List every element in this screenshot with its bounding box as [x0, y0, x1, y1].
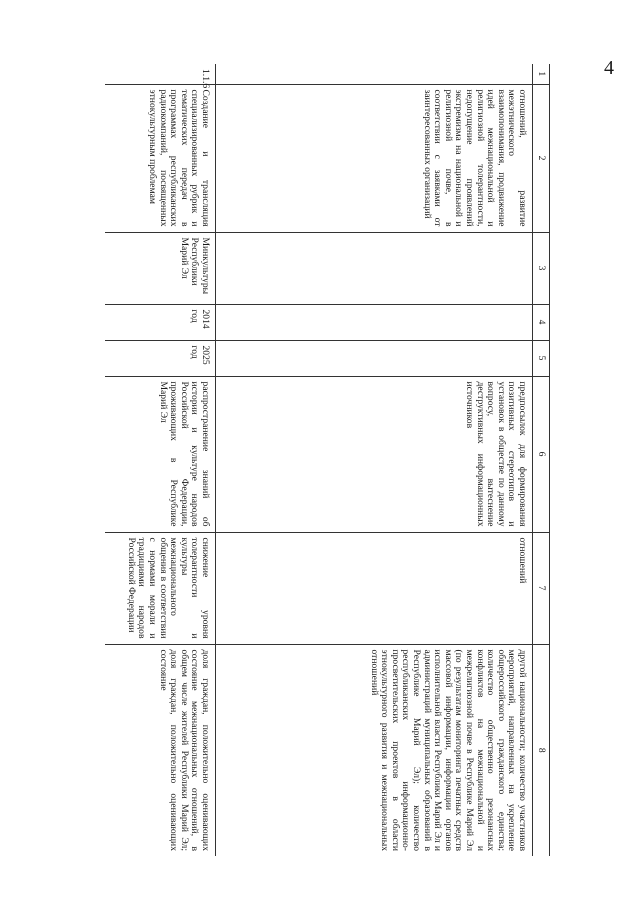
header-col-5: 5 [533, 340, 550, 376]
measure-name: Создание и трансляция специализированных рубрик и тематических передач в программах республиканских радиокомпаний, посвященных этнокультурным проблемам [105, 84, 216, 232]
program-table [105, 64, 550, 856]
indicators: другой национальности; количество участников мероприятий, направленных на укрепление общероссийского гражданского единства; количество общественно резонансных конфликтов на межнациональной и межрелигиозной почве в Республике Марий Эл (по результатам мониторинга печатных средств массовой информации, информации органов исполнительной власти Республики Марий Эл и администраций муниципальных образований в Республике Марий Эл); количество республиканских информационно-просветительских проектов в области этнокультурного развития и межнациональных отношений [216, 644, 533, 856]
executor [216, 232, 533, 304]
header-row [533, 64, 550, 856]
indicators: доля граждан, положительно оценивающих состояние межнациональных отношений, в общем числе жителей Республики Марий Эл; доля граждан, положительно оценивающих состояние [105, 644, 216, 856]
expected-result: распространение знаний об истории и культуре народов Российской Федерации, проживающих в Республике Марий Эл [105, 376, 216, 532]
end-year [216, 340, 533, 376]
header-col-1: 1 [533, 64, 550, 84]
row-number: 1.1.6 [105, 64, 216, 84]
header-col-8: 8 [533, 644, 550, 856]
header-col-7: 7 [533, 532, 550, 644]
header-col-2: 2 [533, 84, 550, 232]
header-col-3: 3 [533, 232, 550, 304]
row-number [216, 64, 533, 84]
risks: отношений [216, 532, 533, 644]
expected-result: предпосылок для формирования позитивных стереотипов и установок в обществе по данному вопросу, вытеснение деструктивных информационных источников [216, 376, 533, 532]
page-number: 4 [604, 57, 614, 79]
header-col-4: 4 [533, 304, 550, 340]
end-year: 2025 год [105, 340, 216, 376]
table-row [216, 64, 533, 856]
rotated-table-container [118, 64, 550, 856]
start-year [216, 304, 533, 340]
start-year: 2014 год [105, 304, 216, 340]
measure-name: отношений, развитие межэтнического взаимопонимания, продвижение идей межнациональной и религиозной толерантности, недопущение проявлений экстремизма на национальной и религиозной почве, в соответствии с заявками от заинтересованных организаций [216, 84, 533, 232]
header-col-6: 6 [533, 376, 550, 532]
executor: Минкультуры Республики Марий Эл [105, 232, 216, 304]
risks: снижение уровня толерантности и культуры межнационального общения в соответствии с нормами морали и традициями народов Российской Федерации [105, 532, 216, 644]
table-row [105, 64, 216, 856]
